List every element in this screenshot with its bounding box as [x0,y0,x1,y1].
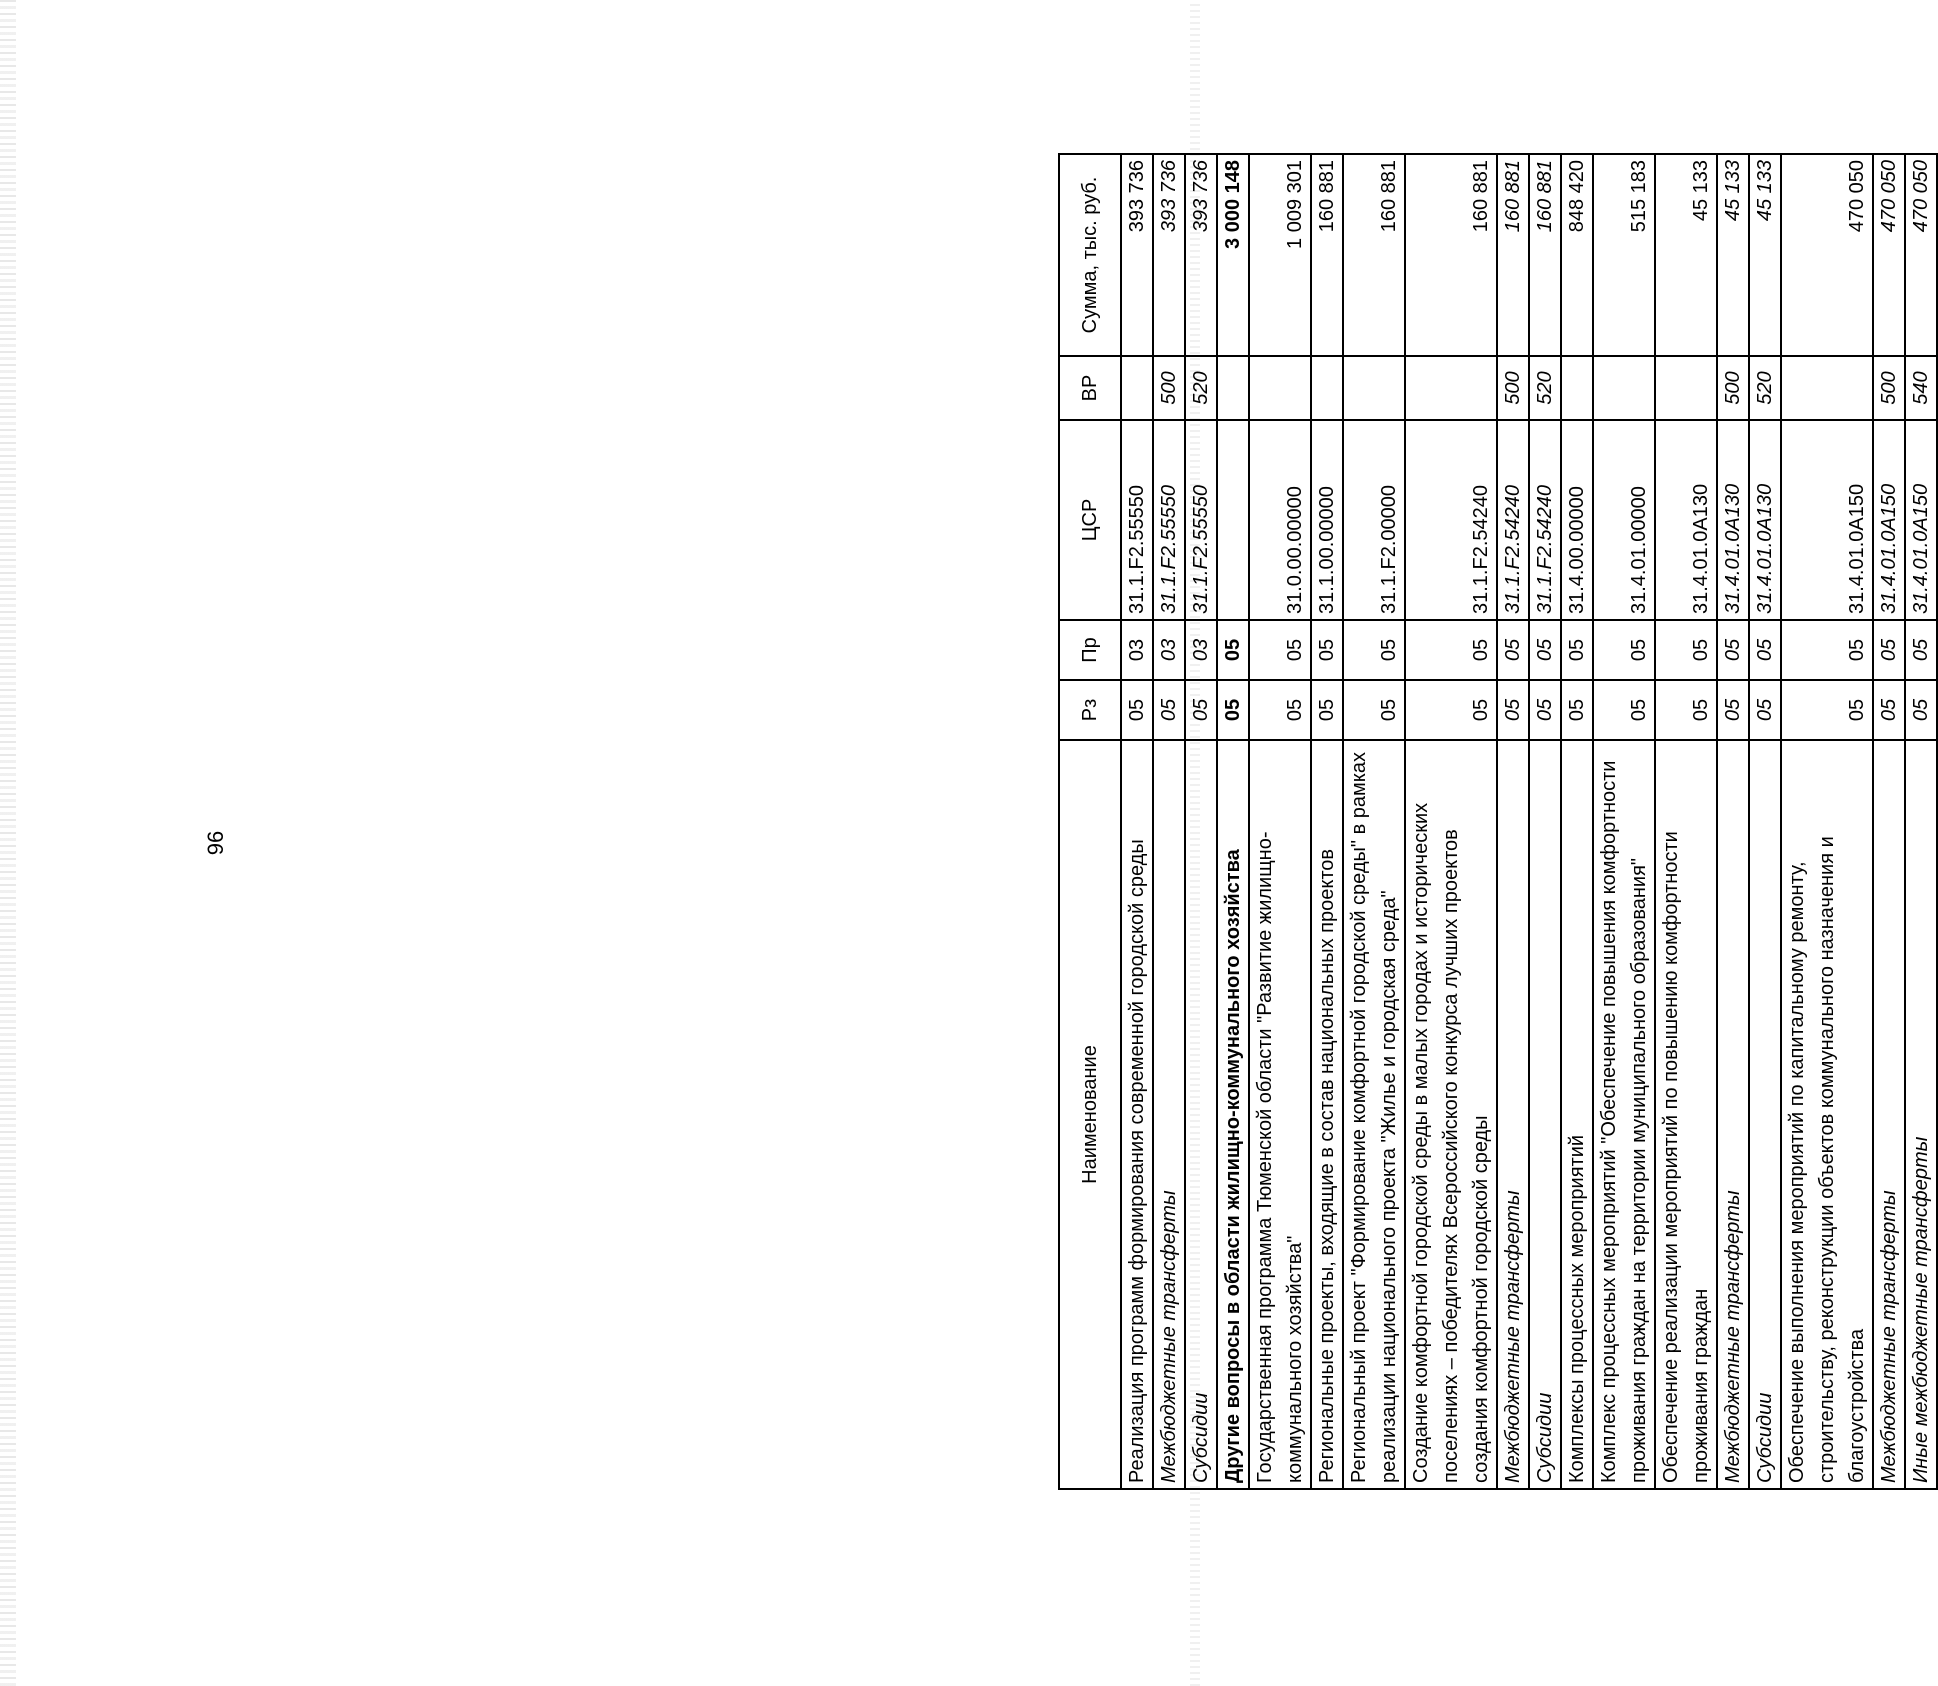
cell-rz: 05 [1529,680,1561,740]
cell-vr [1561,356,1593,420]
cell-csr: 31.1.00.00000 [1311,420,1343,620]
cell-name: Комплекс процессных мероприятий "Обеспечение повышения комфортности проживания граждан на территории муниципального образования" [1593,740,1655,1489]
cell-csr: 31.4.01.00000 [1593,420,1655,620]
cell-rz: 05 [1185,680,1217,740]
table-row [1593,154,1655,1489]
cell-vr [1121,356,1153,420]
cell-vr: 520 [1749,356,1781,420]
scan-edge-left [0,0,16,1686]
cell-vr [1781,356,1873,420]
cell-sum: 45 133 [1717,154,1749,356]
cell-pr: 05 [1561,620,1593,680]
cell-sum: 470 050 [1905,154,1937,356]
table-header-row [1059,154,1121,1489]
cell-rz: 05 [1905,680,1937,740]
cell-sum: 3 000 148 [1217,154,1249,356]
cell-csr: 31.4.01.0A150 [1781,420,1873,620]
cell-csr: 31.1.F2.54240 [1497,420,1529,620]
table-row [1343,154,1405,1489]
cell-sum: 848 420 [1561,154,1593,356]
cell-sum: 160 881 [1405,154,1497,356]
cell-sum: 1 009 301 [1249,154,1311,356]
cell-name: Субсидии [1185,740,1217,1489]
cell-pr: 03 [1185,620,1217,680]
cell-sum: 160 881 [1529,154,1561,356]
cell-pr: 05 [1249,620,1311,680]
cell-sum: 470 050 [1873,154,1905,356]
cell-csr: 31.4.01.0A130 [1655,420,1717,620]
cell-pr: 05 [1497,620,1529,680]
cell-sum: 393 736 [1153,154,1185,356]
table-row [1873,154,1905,1489]
cell-rz: 05 [1497,680,1529,740]
cell-sum: 160 881 [1311,154,1343,356]
cell-csr: 31.4.01.0A130 [1717,420,1749,620]
cell-csr: 31.1.F2.54240 [1529,420,1561,620]
cell-csr: 31.1.F2.55550 [1121,420,1153,620]
cell-name: Реализация программ формирования современной городской среды [1121,740,1153,1489]
cell-sum: 515 183 [1593,154,1655,356]
cell-name: Субсидии [1749,740,1781,1489]
rotated-page-content [1058,155,1938,1490]
cell-vr [1311,356,1343,420]
cell-sum: 45 133 [1655,154,1717,356]
cell-csr: 31.1.F2.00000 [1343,420,1405,620]
cell-csr: 31.4.01.0A150 [1873,420,1905,620]
cell-sum: 160 881 [1343,154,1405,356]
cell-vr [1343,356,1405,420]
cell-rz: 05 [1249,680,1311,740]
cell-csr: 31.1.F2.54240 [1405,420,1497,620]
cell-name: Обеспечение выполнения мероприятий по капитальному ремонту, строительству, реконструкции объектов коммунального назначения и благоустройства [1781,740,1873,1489]
cell-pr: 05 [1405,620,1497,680]
cell-name: Региональный проект "Формирование комфортной городской среды" в рамках реализации национального проекта "Жилье и городская среда" [1343,740,1405,1489]
cell-rz: 05 [1717,680,1749,740]
cell-vr: 500 [1497,356,1529,420]
table-row [1311,154,1343,1489]
header-csr: ЦСР [1059,420,1121,620]
cell-vr: 520 [1529,356,1561,420]
cell-pr: 05 [1217,620,1249,680]
cell-rz: 05 [1781,680,1873,740]
page-number: 96 [203,830,228,856]
cell-name: Другие вопросы в области жилищно-коммунального хозяйства [1217,740,1249,1489]
table-row [1217,154,1249,1489]
cell-rz: 05 [1749,680,1781,740]
cell-name: Межбюджетные трансферты [1717,740,1749,1489]
cell-csr: 31.1.F2.55550 [1153,420,1185,620]
table-row [1529,154,1561,1489]
table-row [1121,154,1153,1489]
cell-rz: 05 [1655,680,1717,740]
cell-name: Межбюджетные трансферты [1497,740,1529,1489]
cell-rz: 05 [1217,680,1249,740]
cell-pr: 05 [1593,620,1655,680]
cell-rz: 05 [1121,680,1153,740]
cell-vr [1249,356,1311,420]
cell-pr: 05 [1717,620,1749,680]
cell-name: Региональные проекты, входящие в состав национальных проектов [1311,740,1343,1489]
table-row [1781,154,1873,1489]
cell-rz: 05 [1311,680,1343,740]
cell-csr: 31.0.00.00000 [1249,420,1311,620]
cell-csr: 31.4.01.0A150 [1905,420,1937,620]
cell-vr [1217,356,1249,420]
table-row [1905,154,1937,1489]
cell-rz: 05 [1153,680,1185,740]
header-rz: Рз [1059,680,1121,740]
cell-pr: 05 [1873,620,1905,680]
cell-pr: 05 [1655,620,1717,680]
cell-pr: 03 [1153,620,1185,680]
cell-sum: 393 736 [1185,154,1217,356]
cell-name: Обеспечение реализации мероприятий по повышению комфортности проживания граждан [1655,740,1717,1489]
table-row [1153,154,1185,1489]
table-row [1561,154,1593,1489]
cell-name: Государственная программа Тюменской области "Развитие жилищно-коммунального хозяйства" [1249,740,1311,1489]
cell-csr: 31.4.01.0A130 [1749,420,1781,620]
header-sum: Сумма, тыс. руб. [1059,154,1121,356]
cell-name: Комплексы процессных мероприятий [1561,740,1593,1489]
cell-name: Создание комфортной городской среды в малых городах и исторических поселениях – победителях Всероссийского конкурса лучших проектов создания комфортной городской среды [1405,740,1497,1489]
cell-csr: 31.1.F2.55550 [1185,420,1217,620]
table-row [1405,154,1497,1489]
cell-vr [1405,356,1497,420]
cell-pr: 05 [1529,620,1561,680]
header-vr: ВР [1059,356,1121,420]
table-row [1717,154,1749,1489]
cell-csr: 31.4.00.00000 [1561,420,1593,620]
cell-pr: 05 [1311,620,1343,680]
table-row [1249,154,1311,1489]
cell-pr: 05 [1905,620,1937,680]
cell-csr [1217,420,1249,620]
cell-vr: 520 [1185,356,1217,420]
cell-pr: 05 [1749,620,1781,680]
cell-name: Иные межбюджетные трансферты [1905,740,1937,1489]
cell-sum: 393 736 [1121,154,1153,356]
cell-vr: 500 [1153,356,1185,420]
cell-rz: 05 [1593,680,1655,740]
header-pr: Пр [1059,620,1121,680]
cell-sum: 160 881 [1497,154,1529,356]
cell-name: Субсидии [1529,740,1561,1489]
cell-vr [1655,356,1717,420]
cell-pr: 05 [1781,620,1873,680]
cell-rz: 05 [1561,680,1593,740]
cell-name: Межбюджетные трансферты [1153,740,1185,1489]
cell-vr: 500 [1873,356,1905,420]
cell-vr: 540 [1905,356,1937,420]
cell-sum: 45 133 [1749,154,1781,356]
budget-table [1058,153,1938,1490]
table-row [1185,154,1217,1489]
cell-rz: 05 [1343,680,1405,740]
cell-sum: 470 050 [1781,154,1873,356]
cell-rz: 05 [1873,680,1905,740]
table-row [1749,154,1781,1489]
cell-rz: 05 [1405,680,1497,740]
cell-vr: 500 [1717,356,1749,420]
cell-pr: 05 [1343,620,1405,680]
table-row [1497,154,1529,1489]
cell-name: Межбюджетные трансферты [1873,740,1905,1489]
cell-vr [1593,356,1655,420]
header-name: Наименование [1059,740,1121,1489]
table-row [1655,154,1717,1489]
cell-pr: 03 [1121,620,1153,680]
